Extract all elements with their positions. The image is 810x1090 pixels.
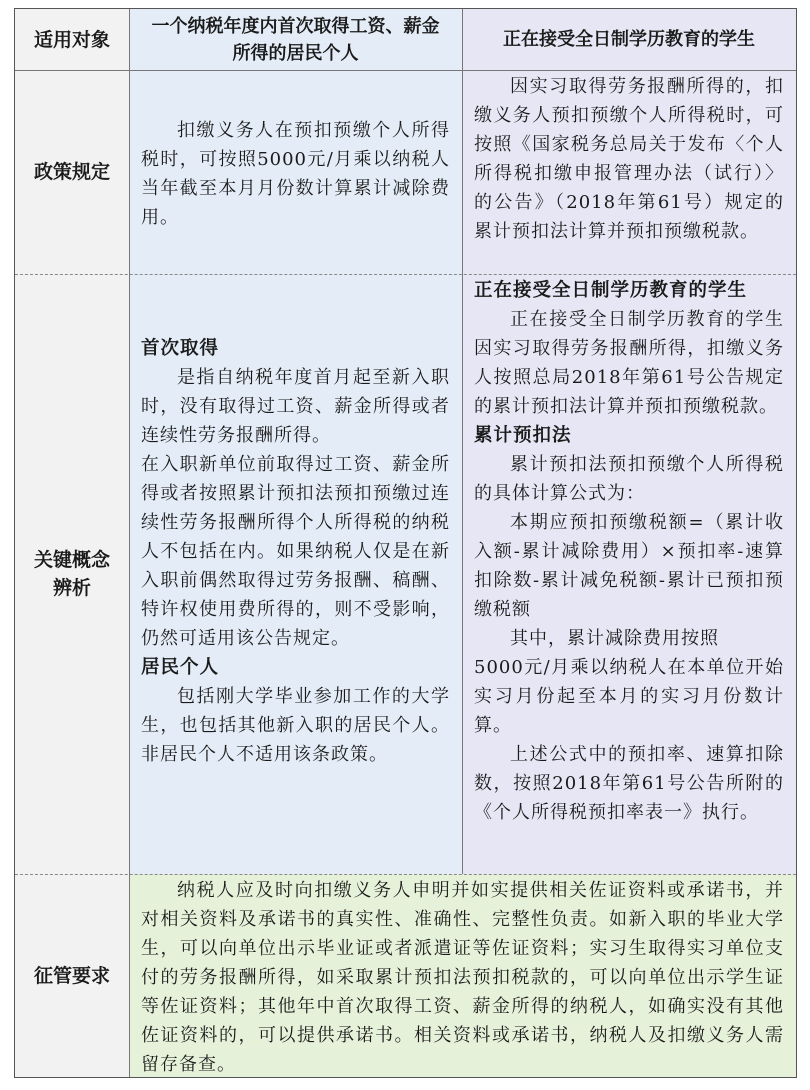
row-label-concepts-line1: 关键概念 [33, 549, 110, 571]
concepts-col1 [129, 274, 462, 874]
policy-table [14, 8, 797, 1078]
cumulative-text: 累计预扣法预扣预缴个人所得税的具体计算公式为： [474, 454, 784, 504]
concepts-col2 [462, 274, 796, 874]
admin-text: 纳税人应及时向扣缴义务人申明并如实提供相关佐证资料或承诺书，并对相关资料及承诺书的真实性、准确性、完整性负责。如新入职的毕业大学生，可以向单位出示毕业证或者派遣证等佐证资料；实习生取得实习单位支付的劳务报酬所得，如采取累计预扣法预扣税款的，可以向单位出示学生证等佐证资料；其他年中首次取得工资、薪金所得的纳税人，如确实没有其他佐证资料的，可以提供承诺书。相关资料或承诺书，纳税人及扣缴义务人需留存备查。 [141, 880, 784, 1075]
header-label-applicable [15, 9, 129, 70]
resident-title: 居民个人 [141, 657, 220, 678]
header-col1 [129, 9, 462, 70]
row-label-policy-text: 政策规定 [33, 161, 110, 183]
note2-text: 上述公式中的预扣率、速算扣除数，按照2018年第61号公告所附的《个人所得税预扣率表一》执行。 [474, 744, 784, 823]
policy-col2-text: 因实习取得劳务报酬所得的，扣缴义务人预扣预缴个人所得税时，可按照《国家税务总局关于发布〈个人所得税扣缴申报管理办法（试行）〉的公告》（2018年第61号）规定的累计预扣法计算并预扣预缴税款。 [474, 76, 784, 242]
note1-rest: 5000元/月乘以纳税人在本单位开始实习月份起至本月的实习月份数计算。 [474, 657, 784, 736]
row-label-concepts-line2: 辨析 [52, 577, 91, 599]
grid-line [462, 9, 463, 874]
resident-text: 包括刚大学毕业参加工作的大学生，也包括其他新入职的居民个人。非居民个人不适用该条政策。 [141, 686, 450, 765]
first-acquire-text1: 是指自纳税年度首月起至新入职时，没有取得过工资、薪金所得或者连续性劳务报酬所得。 [141, 367, 450, 446]
formula-text: 本期应预扣预缴税额=（累计收入额-累计减除费用）×预扣率-速算扣除数-累计减免税额-累计已预扣预缴税额 [474, 512, 784, 620]
policy-col1-text: 扣缴义务人在预扣预缴个人所得税时，可按照5000元/月乘以纳税人当年截至本月月份数计算累计减除费用。 [141, 120, 450, 228]
row-label-admin-text: 征管要求 [33, 964, 110, 987]
grid-line [15, 70, 796, 71]
header-col1-text: 一个纳税年度内首次取得工资、薪金所得的居民个人 [151, 15, 440, 64]
header-label-text: 适用对象 [33, 28, 110, 51]
student-text: 正在接受全日制学历教育的学生因实习取得劳务报酬所得，扣缴义务人按照总局2018年第61号公告规定的累计预扣法计算并预扣预缴税款。 [474, 309, 784, 417]
cumulative-title: 累计预扣法 [474, 425, 572, 446]
grid-line [15, 874, 796, 875]
first-acquire-title: 首次取得 [141, 338, 220, 359]
header-col2 [462, 9, 796, 70]
student-title: 正在接受全日制学历教育的学生 [474, 280, 748, 301]
admin-text-cell [129, 874, 796, 1077]
grid-line [15, 274, 796, 275]
policy-col2 [462, 70, 796, 274]
row-label-policy [15, 70, 129, 274]
row-label-concepts [15, 274, 129, 874]
header-col2-text: 正在接受全日制学历教育的学生 [503, 29, 755, 50]
policy-col1 [129, 70, 462, 274]
grid-line [129, 9, 130, 1077]
note1-lead: 其中，累计减除费用按照 [510, 628, 719, 649]
row-label-admin [15, 874, 129, 1077]
first-acquire-text2: 在入职新单位前取得过工资、薪金所得或者按照累计预扣法预扣预缴过连续性劳务报酬所得个人所得税的纳税人不包括在内。如果纳税人仅是在新入职前偶然取得过劳务报酬、稿酬、特许权使用费所得的，则不受影响，仍然可适用该公告规定。 [141, 454, 450, 649]
